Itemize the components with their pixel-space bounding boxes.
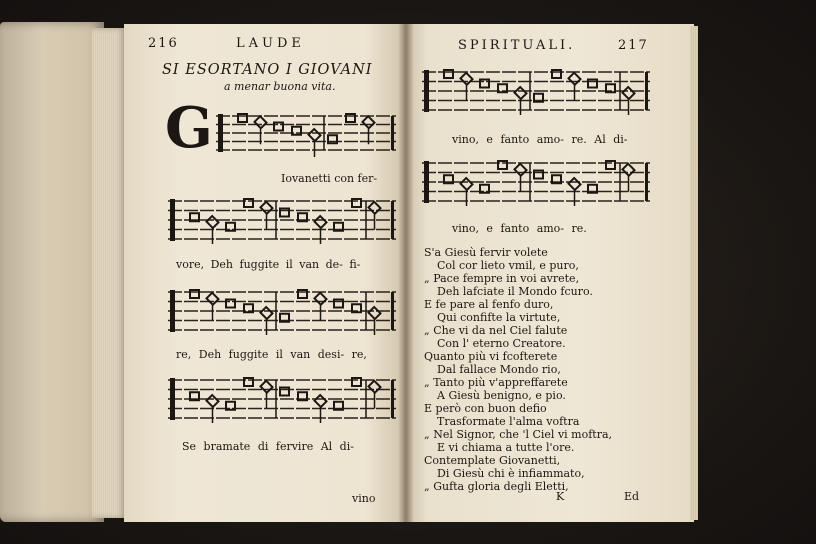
note-head (368, 202, 380, 214)
note-head (260, 202, 272, 214)
note-head (308, 129, 320, 141)
note-head (314, 395, 326, 407)
note-head (480, 80, 489, 88)
note-head (352, 199, 361, 207)
page-number-right: 217 (618, 38, 649, 53)
note-head (206, 216, 218, 228)
poem-line: „ Pace fempre in voi avrete, (424, 272, 580, 285)
note-head (588, 80, 597, 88)
note-head (206, 293, 218, 305)
note-head (568, 73, 580, 85)
note-head (498, 161, 507, 169)
poem-line: A Giesù benigno, e pio. (437, 389, 566, 402)
note-head (244, 199, 253, 207)
poem-line: „ Gufta gloria degli Eletti, (424, 480, 569, 493)
poem-line: E vi chiama a tutte l'ore. (437, 441, 575, 454)
poem-line: Contemplate Giovanetti, (424, 454, 561, 467)
final-bar (391, 380, 394, 418)
note-head (514, 87, 526, 99)
note-head (238, 114, 247, 122)
poem-line: Qui confifte la virtute, (437, 311, 561, 324)
decorated-initial: G (165, 95, 213, 161)
final-bar (645, 72, 648, 110)
note-head (534, 171, 543, 179)
clef-mark (170, 199, 175, 241)
book-cover (0, 22, 104, 522)
music-staff (168, 284, 396, 338)
note-head (206, 395, 218, 407)
note-head (368, 381, 380, 393)
final-bar (391, 201, 394, 239)
poem-line: E fe pare al fenfo duro, (424, 298, 554, 311)
lyric-line: Se bramate di fervire Al di- (182, 440, 354, 453)
book-gutter (398, 24, 414, 522)
catchword-left: vino (352, 492, 376, 505)
signature-mark: K (556, 490, 565, 503)
note-head (552, 70, 561, 78)
music-staff (422, 155, 650, 209)
poem-line: S'a Giesù fervir volete (424, 246, 548, 259)
final-bar (645, 163, 648, 201)
poem-line: Quanto più vi fcofterete (424, 350, 558, 363)
clef-mark (424, 161, 429, 203)
catchword-right: Ed (624, 490, 640, 503)
poem-line: Dal fallace Mondo rio, (437, 363, 561, 376)
poem-line: E però con buon defio (424, 402, 547, 415)
page-number-left: 216 (148, 36, 179, 51)
running-head-left: LAUDE (236, 36, 305, 51)
song-subtitle: a menar buona vita. (224, 80, 336, 93)
poem-line: Col cor lieto vmil, e puro, (437, 259, 579, 272)
poem-line: „ Che vi da nel Ciel falute (424, 324, 568, 337)
lyric-line: Iovanetti con fer- (281, 172, 378, 185)
lyric-line: vino, e fanto amo- re. (452, 222, 587, 235)
note-head (622, 164, 634, 176)
lyric-line: vore, Deh fuggite il van de- fi- (176, 258, 361, 271)
note-head (260, 307, 272, 319)
note-head (460, 178, 472, 190)
poem-line: Deh lafciate il Mondo fcuro. (437, 285, 593, 298)
music-staff (168, 193, 396, 247)
poem-line: „ Nel Signor, che 'l Ciel vi moftra, (424, 428, 613, 441)
music-staff (422, 64, 650, 118)
note-head (346, 114, 355, 122)
final-bar (391, 292, 394, 330)
note-head (606, 161, 615, 169)
music-staff (216, 108, 396, 158)
clef-mark (424, 70, 429, 112)
note-head (314, 293, 326, 305)
poem-line: „ Tanto più v'appreffarete (424, 376, 568, 389)
clef-mark (170, 290, 175, 332)
poem-line: Di Giesù chi è infiammato, (437, 467, 585, 480)
poem-line: Con l' eterno Creatore. (437, 337, 566, 350)
poem-line: Trasformate l'alma voftra (437, 415, 580, 428)
page-edges-right (690, 26, 698, 520)
note-head (260, 381, 272, 393)
note-head (514, 164, 526, 176)
music-staff (168, 372, 396, 426)
note-head (254, 116, 266, 128)
lyric-line: re, Deh fuggite il van desi- re, (176, 348, 367, 361)
note-head (314, 216, 326, 228)
note-head (460, 73, 472, 85)
page-edges-left (92, 28, 126, 518)
note-head (368, 307, 380, 319)
note-head (444, 70, 453, 78)
running-head-right: SPIRITUALI. (458, 38, 576, 53)
clef-mark (218, 114, 223, 152)
note-head (274, 123, 283, 131)
note-head (568, 178, 580, 190)
clef-mark (170, 378, 175, 420)
song-title: SI ESORTANO I GIOVANI (162, 62, 373, 78)
final-bar (391, 116, 394, 150)
note-head (362, 116, 374, 128)
note-head (280, 209, 289, 217)
lyric-line: vino, e fanto amo- re. Al di- (452, 133, 628, 146)
note-head (622, 87, 634, 99)
